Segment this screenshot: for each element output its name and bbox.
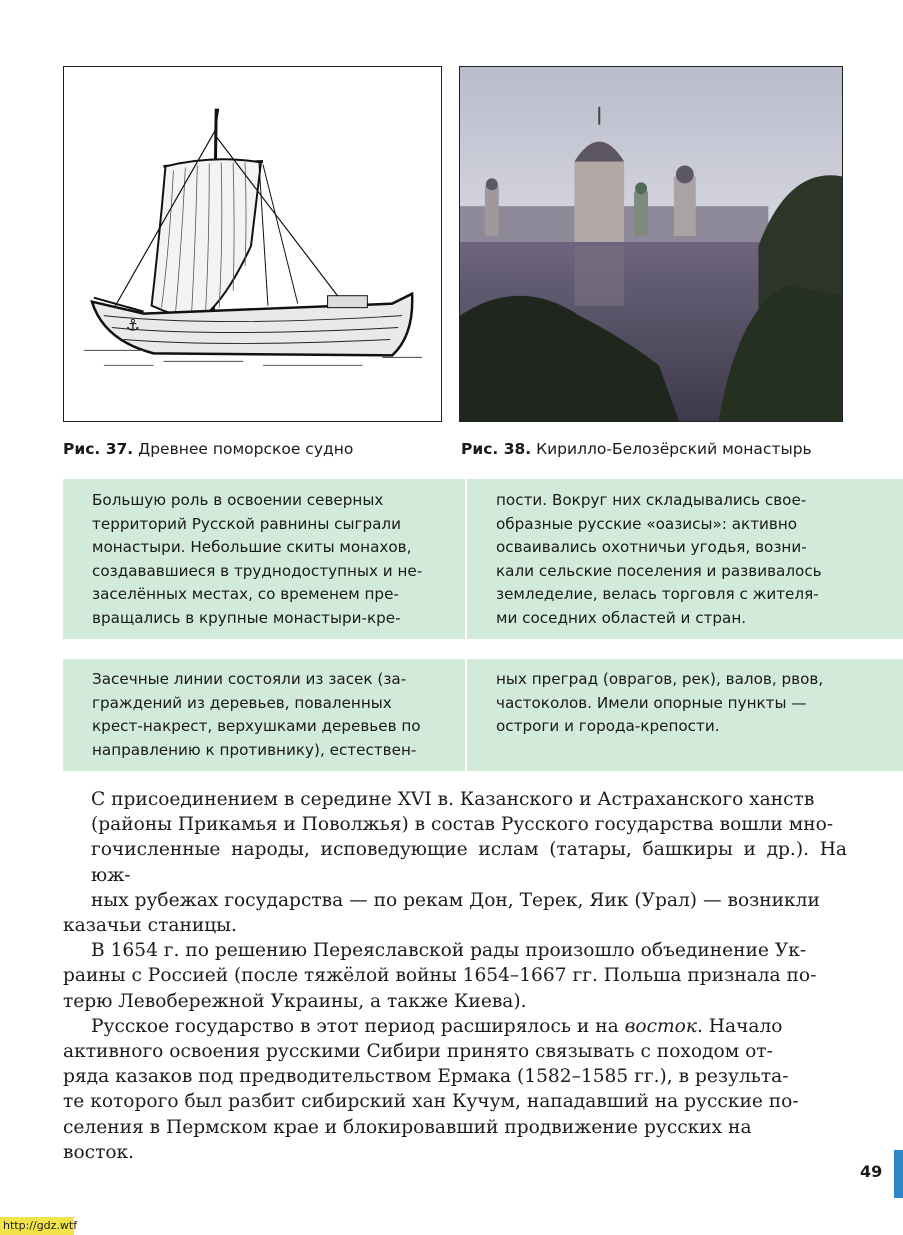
info-box-defense-left	[92, 668, 437, 762]
column-divider	[465, 659, 467, 771]
text-line: те которого был разбит сибирский хан Кучум, нападавший на русские по-	[63, 1091, 799, 1113]
text-line: Большую роль в освоении северных	[92, 491, 384, 509]
text-line: заселённых местах, со временем пре-	[92, 585, 399, 603]
info-box-monasteries	[63, 479, 903, 639]
figure-37-number: Рис. 37.	[63, 440, 134, 458]
figure-38-number: Рис. 38.	[461, 440, 532, 458]
text-line: направлению к противнику), естествен-	[92, 740, 417, 759]
text-line: крест-накрест, верхушками деревьев по	[92, 717, 421, 735]
paragraph-2	[63, 938, 847, 1014]
info-box-monasteries-left	[92, 489, 437, 630]
text-line: кали сельские поселения и развивалось	[496, 561, 822, 580]
text-line: граждений из деревьев, поваленных	[92, 693, 392, 712]
column-divider	[465, 479, 467, 639]
text-line: пости. Вокруг них складывались свое-	[496, 491, 807, 509]
text-line: казачьи станицы.	[63, 915, 237, 937]
ship-illustration	[64, 67, 441, 421]
figure-37-caption-text: Древнее поморское судно	[138, 440, 354, 458]
watermark-label: http://gdz.wtf	[0, 1217, 74, 1235]
text-line: раины с Россией (после тяжёлой войны 1654–1667 гг. Польша признала по-	[63, 965, 817, 987]
emphasis: восток.	[624, 1015, 703, 1037]
text-line: вращались в крупные монастыри-кре-	[92, 608, 401, 627]
text-run: Русское государство в этот период расширялось и на	[91, 1015, 625, 1037]
text-line: остроги и города-крепости.	[496, 717, 720, 735]
text-line: гочисленные народы, исповедующие ислам (татары, башкиры и др.). На юж-	[91, 839, 847, 886]
info-box-defense-right	[496, 668, 845, 739]
figure-38-caption	[461, 440, 812, 458]
text-line: образные русские «оазисы»: активно	[496, 514, 798, 533]
text-line: восток.	[63, 1141, 135, 1163]
text-line: ряда казаков под предводительством Ермака (1582–1585 гг.), в результа-	[63, 1066, 789, 1088]
text-line	[63, 1014, 847, 1039]
main-text	[63, 787, 847, 1165]
text-line: селения в Пермском крае и блокировавший продвижение русских на	[63, 1116, 752, 1138]
figure-38-caption-text: Кирилло-Белозёрский монастырь	[536, 440, 812, 458]
text-line: В 1654 г. по решению Переяславской рады произошло объединение Ук-	[91, 940, 807, 962]
paragraph-1	[63, 787, 847, 938]
text-line: (районы Прикамья и Поволжья) в состав Русского государства вошли мно-	[91, 814, 834, 836]
text-line: земледелие, велась торговля с жителя-	[496, 585, 819, 603]
figure-37-caption	[63, 440, 353, 458]
text-line: территорий Русской равнины сыграли	[92, 514, 401, 533]
svg-text:⚓: ⚓	[125, 315, 140, 335]
text-line: Засечные линии состояли из засек (за-	[92, 670, 407, 688]
text-line: монастыри. Небольшие скиты монахов,	[92, 538, 412, 556]
text-line: терю Левобережной Украины, а также Киева).	[63, 990, 527, 1012]
figure-37-ship-drawing	[63, 66, 442, 422]
text-line: С присоединением в середине XVI в. Казанского и Астраханского ханств	[91, 789, 815, 810]
page-edge-tab	[894, 1150, 903, 1198]
info-box-monasteries-right	[496, 489, 845, 630]
info-box-defense-lines	[63, 659, 903, 771]
page-number: 49	[860, 1162, 883, 1181]
monastery-photo	[460, 67, 842, 421]
text-line: ных преград (оврагов, рек), валов, рвов,	[496, 670, 824, 688]
figure-38-monastery-photo	[459, 66, 843, 422]
text-line: ми соседних областей и стран.	[496, 608, 747, 627]
text-line: активного освоения русскими Сибири принято связывать с походом от-	[63, 1041, 773, 1063]
text-line: ных рубежах государства — по рекам Дон, Терек, Яик (Урал) — возникли	[91, 889, 820, 911]
text-line: создававшиеся в труднодоступных и не-	[92, 561, 423, 580]
text-line: осваивались охотничьи угодья, возни-	[496, 538, 807, 556]
text-run: Начало	[702, 1015, 783, 1037]
paragraph-3	[63, 1014, 847, 1165]
text-line: частоколов. Имели опорные пункты —	[496, 693, 807, 712]
